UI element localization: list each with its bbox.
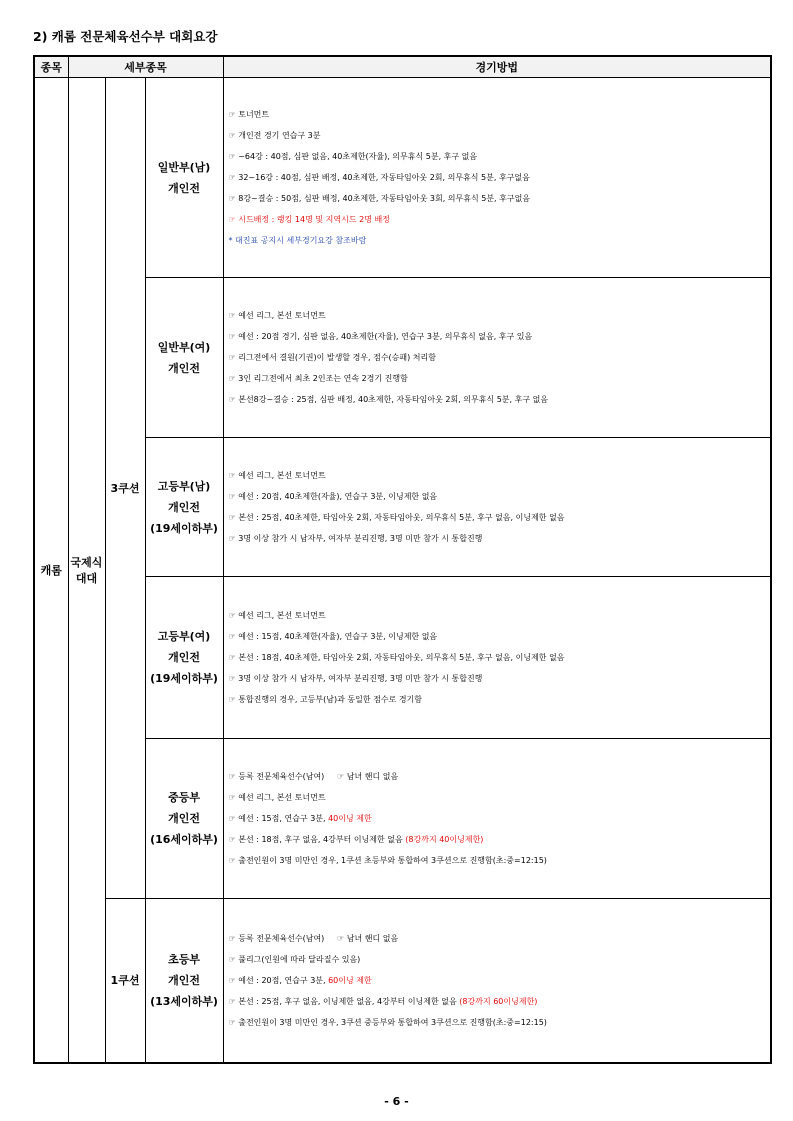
method-line: ☞ 본선8강~결승 : 25점, 심판 배정, 40초제한, 자동타임아웃 2회, 의무휴식 5분, 후구 없음 <box>228 395 549 404</box>
division-type: 개인전 <box>168 651 200 664</box>
method-line: ☞ 예선 : 20점, 40초제한(자율), 연습구 3분, 이닝제한 없음 <box>228 492 438 501</box>
inning-limit-text: 40이닝 제한 <box>328 814 372 823</box>
inning-limit-text: (8강까지 40이닝제한) <box>405 835 484 844</box>
method-high-girls <box>223 577 771 739</box>
table-type-line: 대대 <box>75 571 98 585</box>
registration-text: ☞ 등록 전문체육선수(남여) <box>228 933 325 943</box>
division-type: 개인전 <box>168 361 200 375</box>
division-type: 개인전 <box>168 973 200 987</box>
method-high-boys <box>223 438 771 577</box>
registration-text: ☞ 등록 전문체육선수(남여) <box>228 772 325 781</box>
seed-note: ☞ 시드배정 : 랭킹 14명 및 지역시드 2명 배정 <box>228 215 390 224</box>
division-age: (13세이하부) <box>150 994 218 1008</box>
cushion-3-cell: 3쿠션 <box>105 78 145 899</box>
final-text: ☞ 본선 : 18점, 후구 없음, 4강부터 이닝제한 없음 <box>228 835 406 844</box>
method-line: ☞ 리그전에서 결원(기권)이 발생할 경우, 점수(승패) 처리함 <box>228 353 436 362</box>
method-line: ☞ ~64강 : 40점, 심판 없음, 40초제한(자율), 의무휴식 5분, 후구 없음 <box>228 152 478 161</box>
method-line <box>229 766 771 787</box>
method-women-general <box>223 278 771 438</box>
division-high-boys <box>145 438 223 577</box>
method-line: ☞ 예선 리그, 본선 토너먼트 <box>228 611 326 620</box>
sport-cell: 캐롬 <box>34 78 68 1063</box>
division-name: 고등부(남) <box>157 479 211 493</box>
method-line: ☞ 예선 리그, 본선 토너먼트 <box>228 471 326 480</box>
table-row <box>34 78 771 278</box>
division-middle <box>145 739 223 899</box>
prelim-text: ☞ 예선 : 15점, 연습구 3분, <box>228 814 329 823</box>
method-line: ☞ 3명 이상 참가 시 남자부, 여자부 분리진행, 3명 미만 참가 시 통합진행 <box>228 674 483 683</box>
division-name: 일반부(남) <box>157 160 211 174</box>
handicap-text: ☞ 남녀 핸디 없음 <box>337 772 399 781</box>
method-line: ☞ 예선 리그, 본선 토너먼트 <box>228 311 326 320</box>
inning-limit-text: 60이닝 제한 <box>328 975 372 985</box>
division-name: 일반부(여) <box>157 340 211 354</box>
table-row <box>34 899 771 1063</box>
method-line <box>229 970 771 991</box>
method-middle <box>223 739 771 899</box>
division-type: 개인전 <box>168 181 200 195</box>
table-row <box>34 577 771 739</box>
header-method: 경기방법 <box>223 56 771 78</box>
table-row <box>34 739 771 899</box>
method-line: ☞ 3명 이상 참가 시 남자부, 여자부 분리진행, 3명 미만 참가 시 통합진행 <box>228 534 483 543</box>
method-line: ☞ 예선 리그, 본선 토너먼트 <box>228 793 326 802</box>
division-age: (19세이하부) <box>150 521 218 535</box>
method-line: ☞ 본선 : 18점, 40초제한, 타임아웃 2회, 자동타임아웃, 의무휴식 5분, 후구 없음, 이닝제한 없음 <box>228 653 565 662</box>
method-line <box>229 808 771 829</box>
method-line: ☞ 8강~결승 : 50점, 심판 배정, 40초제한, 자동타임아웃 3회, 의무휴식 5분, 후구없음 <box>228 194 531 203</box>
method-line: ☞ 풀리그(인원에 따라 달라질수 있음) <box>228 954 361 964</box>
method-line <box>229 928 771 949</box>
method-line: ☞ 3인 리그전에서 최초 2인조는 연속 2경기 진행함 <box>228 374 408 383</box>
division-name: 중등부 <box>168 791 200 804</box>
header-sport: 종목 <box>34 56 68 78</box>
table-header-row <box>34 56 771 78</box>
final-text: ☞ 본선 : 25점, 후구 없음, 이닝제한 없음, 4강부터 이닝제한 없음 <box>228 996 460 1006</box>
table-type-cell <box>68 78 105 1063</box>
division-name: 고등부(여) <box>157 630 211 643</box>
method-line <box>229 991 771 1012</box>
division-type: 개인전 <box>168 500 200 514</box>
method-line: ☞ 개인전 경기 연습구 3분 <box>228 131 321 140</box>
method-elementary <box>223 899 771 1063</box>
division-age: (16세이하부) <box>150 833 218 846</box>
table-row <box>34 438 771 577</box>
document-title: 2) 캐롬 전문체육선수부 대회요강 <box>33 29 218 44</box>
table-type-line: 국제식 <box>70 555 103 569</box>
division-elementary <box>145 899 223 1063</box>
method-men-general <box>223 78 771 278</box>
header-sub-event: 세부종목 <box>68 56 223 78</box>
division-high-girls <box>145 577 223 739</box>
division-men-general <box>145 78 223 278</box>
division-age: (19세이하부) <box>150 672 218 685</box>
method-line: ☞ 토너먼트 <box>228 110 270 119</box>
prelim-text: ☞ 예선 : 20점, 연습구 3분, <box>228 975 329 985</box>
cushion-1-cell: 1쿠션 <box>105 899 145 1063</box>
page-number: - 6 - <box>384 1095 409 1108</box>
competition-rules-table <box>33 55 772 1064</box>
inning-limit-text: (8강까지 60이닝제한) <box>459 996 538 1006</box>
method-line: ☞ 본선 : 25점, 40초제한, 타임아웃 2회, 자동타임아웃, 의무휴식 5분, 후구 없음, 이닝제한 없음 <box>228 513 565 522</box>
division-women-general <box>145 278 223 438</box>
method-line: ☞ 예선 : 20점 경기, 심판 없음, 40초제한(자율), 연습구 3분, 의무휴식 없음, 후구 있음 <box>228 332 533 341</box>
division-type: 개인전 <box>168 812 200 825</box>
method-line: ☞ 출전인원이 3명 미만인 경우, 3쿠션 중등부와 통합하여 3쿠션으로 진행함(초:중=12:15) <box>228 1017 547 1027</box>
handicap-text: ☞ 남녀 핸디 없음 <box>337 933 399 943</box>
division-name: 초등부 <box>168 952 200 966</box>
bracket-note: * 대진표 공지시 세부경기요강 참조바람 <box>228 236 367 245</box>
table-row <box>34 278 771 438</box>
method-line: ☞ 예선 : 15점, 40초제한(자율), 연습구 3분, 이닝제한 없음 <box>228 632 438 641</box>
method-line: ☞ 통합진행의 경우, 고등부(남)과 동일한 점수로 경기함 <box>228 695 423 704</box>
method-line: ☞ 32~16강 : 40점, 심판 배정, 40초제한, 자동타임아웃 2회, 의무휴식 5분, 후구없음 <box>228 173 530 182</box>
method-line: ☞ 출전인원이 3명 미만인 경우, 1쿠션 초등부와 통합하여 3쿠션으로 진행함(초:중=12:15) <box>228 856 547 865</box>
method-line <box>229 829 771 850</box>
